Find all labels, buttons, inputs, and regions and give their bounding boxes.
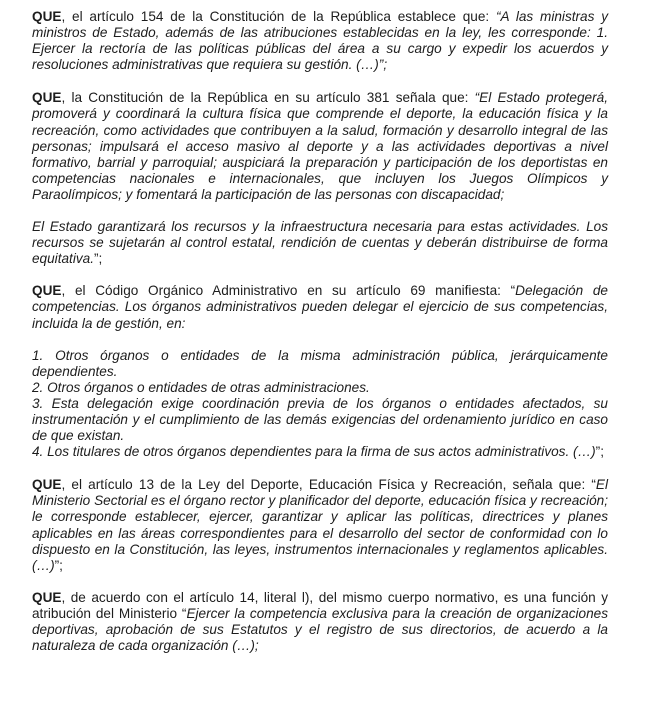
paragraph-art-14-literal-l — [32, 590, 608, 654]
list-item: 4. Los titulares de otros órganos dependientes para la firma de sus actos administrativos. (…)”; — [32, 444, 604, 460]
paragraph-quote: Ejercer la competencia exclusiva para la creación de organizaciones deportivas, aprobación de sus Estatutos y el registro de sus directorios, de acuerdo a la naturaleza de cada organización (…); — [32, 605, 608, 654]
paragraph-art-381-continued — [32, 219, 608, 267]
paragraph-quote: El Ministerio Sectorial es el órgano rector y planificador del deporte, educación física y recreación; le corresponde establecer, ejercer, garantizar y aplicar las políticas, directrices y planes aplicables en las áreas correspondientes para el desarrollo del sector de conformidad con lo dispuesto en la Constitución, las leyes, instrumentos internacionales y reglamentos aplicables. (…) — [32, 477, 608, 573]
paragraph-text: , la Constitución de la República en su artículo 381 señala que: — [61, 90, 475, 106]
paragraph-lead: QUE — [32, 589, 62, 605]
paragraph-tail: ”; — [54, 557, 63, 573]
list-item: 2. Otros órganos o entidades de otras administraciones. — [32, 379, 370, 395]
paragraph-lead: QUE — [32, 477, 62, 493]
paragraph-art-381 — [32, 90, 608, 203]
delegation-list — [32, 348, 608, 461]
paragraph-lead: QUE — [32, 90, 62, 106]
list-closing: ”; — [595, 444, 604, 460]
list-item: 3. Esta delegación exige coordinación previa de los órganos o entidades afectados, su instrumentación y el cumplimiento de las demás exigencias del ordenamiento jurídico en caso de que existan. — [32, 395, 608, 444]
paragraph-text: , el artículo 154 de la Constitución de la República establece que: — [61, 9, 496, 24]
paragraph-tail: ”; — [93, 251, 103, 267]
paragraph-coa-art-69 — [32, 283, 608, 331]
document-page — [32, 9, 608, 654]
list-item: 1. Otros órganos o entidades de la misma administración pública, jerárquicamente dependientes. — [32, 347, 608, 379]
paragraph-text: , el artículo 13 de la Ley del Deporte, Educación Física y Recreación, señala que: “ — [61, 477, 596, 493]
paragraph-lead: QUE — [32, 283, 62, 299]
paragraph-art-154 — [32, 9, 608, 73]
paragraph-quote: Delegación de competencias. Los órganos administrativos pueden delegar el ejercicio de sus competencias, incluida la de gestión, en: — [32, 283, 608, 331]
paragraph-text: , el Código Orgánico Administrativo en su artículo 69 manifiesta: “ — [61, 283, 516, 299]
paragraph-quote: “A las ministras y ministros de Estado, además de las atribuciones establecidas en la ley, les corresponde: 1. Ejercer la rectoría de las políticas públicas del área a su cargo y expedir los acuerdos y resoluciones administrativas que requiera su gestión. (…)”; — [32, 9, 609, 73]
paragraph-quote: El Estado garantizará los recursos y la infraestructura necesaria para estas actividades. Los recursos se sujetarán al control estatal, rendición de cuentas y deberán distribuirse de forma equitativa. — [32, 219, 608, 267]
paragraph-quote: “El Estado protegerá, promoverá y coordinará la cultura física que comprende el deporte, la educación física y la recreación, como actividades que contribuyen a la salud, formación y desarrollo integral de las personas; impulsará el acceso masivo al deporte y a las actividades deportivas a nivel formativo, barrial y parroquial; auspiciará la preparación y participación de los deportistas en competencias nacionales e internacionales, que incluyen los Juegos Olímpicos y Paraolímpicos; y fomentará la participación de las personas con discapacidad; — [32, 90, 608, 202]
paragraph-lead: QUE — [32, 9, 62, 24]
paragraph-text: , de acuerdo con el artículo 14, literal l), del mismo cuerpo normativo, es una función y atribución del Ministerio “ — [32, 589, 608, 621]
paragraph-ley-deporte-art-13 — [32, 477, 608, 574]
